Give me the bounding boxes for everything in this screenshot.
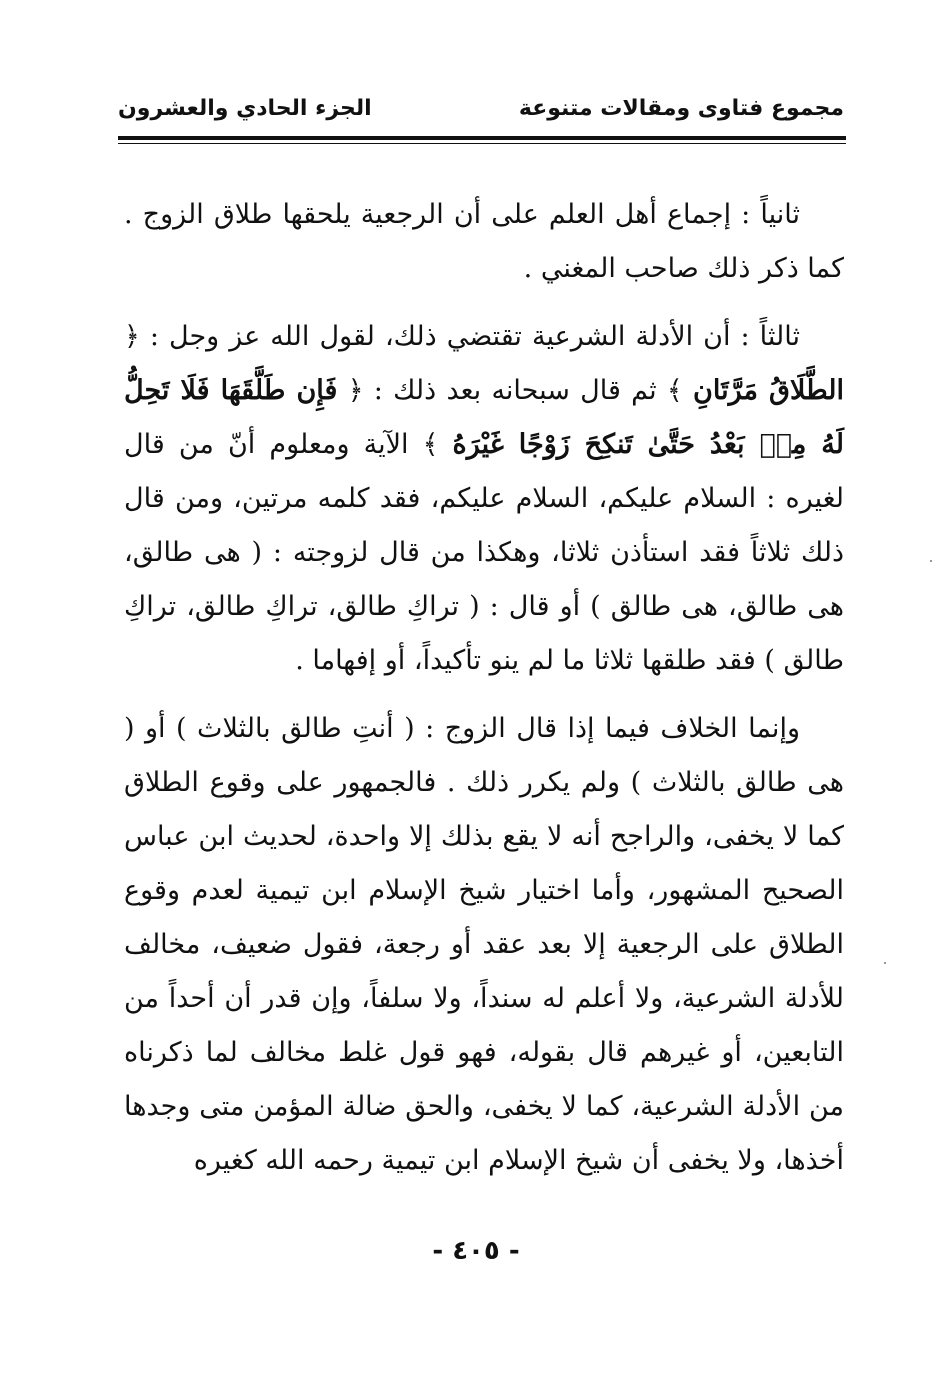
scan-speck xyxy=(884,962,886,964)
volume-label: الجزء الحادي والعشرون xyxy=(118,96,372,121)
quran-verse: الطَّلَاقُ مَرَّتَانِ xyxy=(693,375,844,406)
book-title: مجموع فتاوى ومقالات متنوعة xyxy=(518,96,844,121)
paragraph-third-point xyxy=(124,310,844,688)
quran-verse: فَإِن طَلَّقَهَا فَلَا تَحِلُّ لَهُ مِنۢ بَعْدُ حَتَّىٰ تَنكِحَ زَوْجًا غَيْرَهُ xyxy=(124,375,844,460)
page-number: - ٤٠٥ - xyxy=(432,1236,520,1266)
scan-speck xyxy=(930,560,932,562)
header-rule xyxy=(118,136,846,140)
paragraph-text: ﴾ الآية ومعلوم أنّ من قال لغيره : السلام عليكم، السلام عليكم، فقد كلمه مرتين، ومن قال ذلك ثلاثاً فقد استأذن ثلاثا، وهكذا من قال لزوجته : ( هى طالق، هى طالق، هى طالق ) أو قال : ( تراكِ طالق، تراكِ طالق، تراكِ طالق ) فقد طلقها ثلاثا ما لم ينو تأكيداً، أو إفهاما . xyxy=(124,429,844,676)
running-header xyxy=(118,92,844,132)
paragraph-text: ثالثاً : أن الأدلة الشرعية تقتضي ذلك، لقول الله عز وجل : ﴿ xyxy=(124,321,800,352)
paragraph-text: ﴾ ثم قال سبحانه بعد ذلك : ﴿ xyxy=(347,375,683,406)
body-text xyxy=(124,188,844,1188)
paragraph-second-point: ثانياً : إجماع أهل العلم على أن الرجعية يلحقها طلاق الزوج . كما ذكر ذلك صاحب المغني . xyxy=(124,199,844,284)
header-rule-thin xyxy=(118,143,846,144)
paragraph-disagreement: وإنما الخلاف فيما إذا قال الزوج : ( أنتِ طالق بالثلاث ) أو ( هى طالق بالثلاث ) ولم يكرر ذلك . فالجمهور على وقوع الطلاق كما لا يخفى، والراجح أنه لا يقع بذلك إلا واحدة، لحديث ابن عباس الصحيح المشهور، وأما اختيار شيخ الإسلام ابن تيمية لعدم وقوع الطلاق على الرجعية إلا بعد عقد أو رجعة، فقول ضعيف، مخالف للأدلة الشرعية، ولا أعلم له سنداً، ولا سلفاً، وإن قدر أن أحداً من التابعين، أو غيرهم قال بقوله، فهو قول غلط مخالف لما ذكرناه من الأدلة الشرعية، كما لا يخفى، والحق ضالة المؤمن متى وجدها أخذها، ولا يخفى أن شيخ الإسلام ابن تيمية رحمه الله كغيره xyxy=(124,713,844,1176)
